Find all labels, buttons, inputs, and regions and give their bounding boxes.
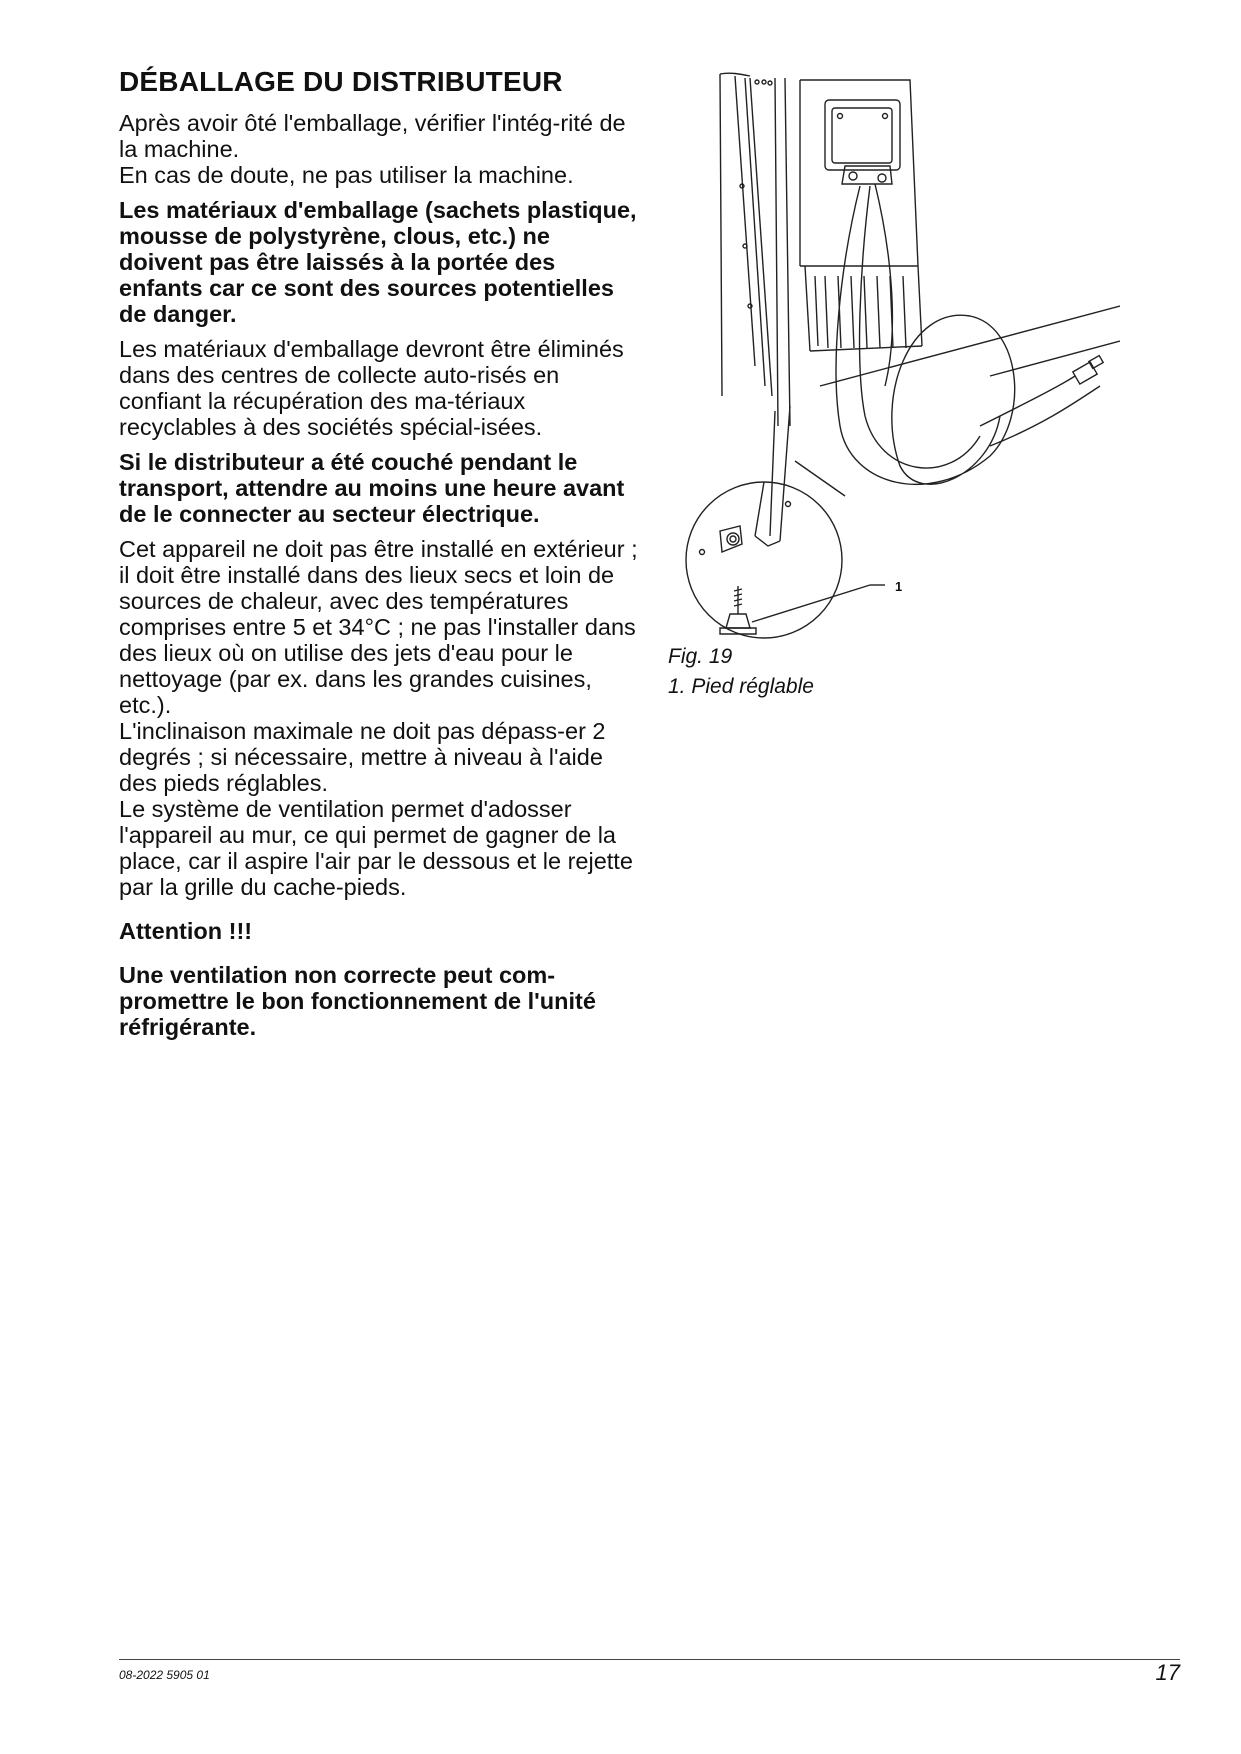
figure-legend-item: 1. Pied réglable [668, 675, 814, 698]
warning-ventilation: Une ventilation non correcte peut com-promettre le bon fonctionnement de l'unité réfrigérante. [119, 962, 596, 1040]
warning-packaging-children: Les matériaux d'emballage (sachets plastique, mousse de polystyrène, clous, etc.) ne doivent pas être laissés à la portée des enfants car ce sont des sources potentielles de danger. [119, 197, 637, 327]
paragraph-doubt: En cas de doute, ne pas utiliser la machine. [119, 162, 574, 188]
callout-label-1: 1 [895, 579, 903, 594]
paragraph-check-integrity: Après avoir ôté l'emballage, vérifier l'intég-rité de la machine. [119, 110, 626, 162]
paragraph-installation-location: Cet appareil ne doit pas être installé en extérieur ; il doit être installé dans des lieux secs et loin de sources de chaleur, avec des températures comprises entre 5 et 34°C ; ne pas l'installer dans des lieux où on utilise des jets d'eau pour le nettoyage (par ex. dans les grandes cuisines, etc.). [119, 536, 638, 718]
paragraph-inclination: L'inclinaison maximale ne doit pas dépass-er 2 degrés ; si nécessaire, mettre à niveau à l'aide des pieds réglables. [119, 718, 606, 796]
attention-heading: Attention !!! [119, 918, 253, 944]
footer-divider [119, 1659, 1180, 1660]
adjustable-foot-illustration [660, 66, 1120, 646]
paragraph-packaging-disposal: Les matériaux d'emballage devront être éliminés dans des centres de collecte auto-risés en confiant la récupération des ma-tériaux recyclables à des sociétés spécial-isées. [119, 336, 624, 440]
warning-transport-wait: Si le distributeur a été couché pendant le transport, attendre au moins une heure avant de le connecter au secteur électrique. [119, 449, 625, 527]
figure-caption [668, 642, 968, 702]
paragraph-ventilation: Le système de ventilation permet d'adosser l'appareil au mur, ce qui permet de gagner de la place, car il aspire l'air par le dessous et le rejette par la grille du cache-pieds. [119, 796, 633, 900]
page-number: 17 [1155, 1660, 1180, 1685]
footer-document-code: 08-2022 5905 01 [119, 1668, 210, 1682]
figure-number: Fig. 19 [668, 645, 733, 668]
text-column [119, 62, 639, 1049]
section-title: DÉBALLAGE DU DISTRIBUTEUR [119, 66, 563, 97]
